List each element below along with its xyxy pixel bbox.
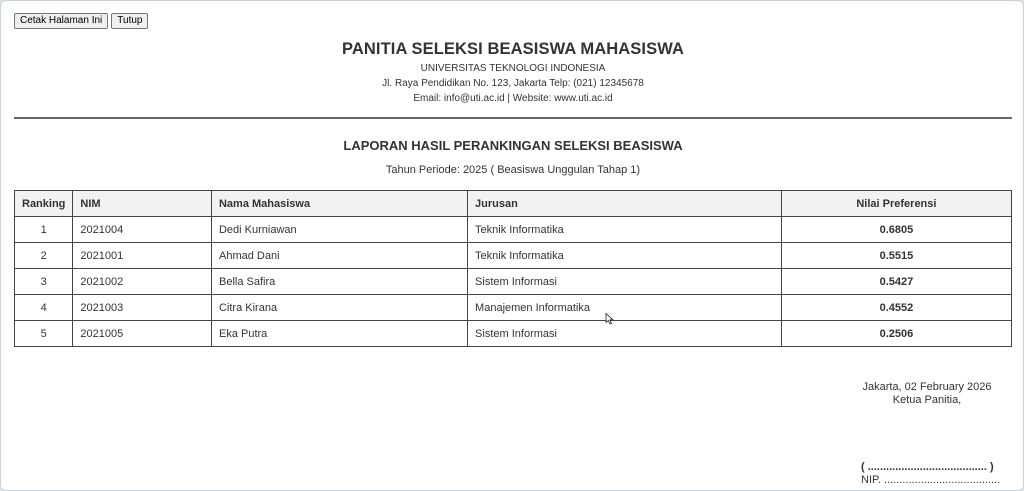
cell-ranking: 1 [15,217,73,243]
cell-score: 0.4552 [781,295,1011,321]
cell-major: Sistem Informasi [468,269,782,295]
cell-name: Citra Kirana [211,295,467,321]
cell-major: Teknik Informatika [468,217,782,243]
cell-score: 0.5427 [781,269,1011,295]
cell-nim: 2021001 [73,243,212,269]
cell-nim: 2021003 [73,295,212,321]
signature-role: Ketua Panitia, [892,394,962,406]
ranking-table [14,190,1012,347]
column-header-name: Nama Mahasiswa [211,191,467,217]
cell-name: Bella Safira [211,269,467,295]
mouse-pointer-icon [605,313,615,325]
address-line: Jl. Raya Pendidikan No. 123, Jakarta Telp: (021) 12345678 [382,78,644,89]
column-header-nim: NIM [73,191,212,217]
header-divider [14,117,1012,119]
cell-name: Eka Putra [211,321,467,347]
cell-nim: 2021005 [73,321,212,347]
contact-line: Email: info@uti.ac.id | Website: www.uti.ac.id [413,93,613,104]
column-header-ranking: Ranking [15,191,73,217]
table-row [15,321,1012,347]
column-header-major: Jurusan [468,191,782,217]
cell-score: 0.2506 [781,321,1011,347]
signature-block [827,381,1024,407]
report-period: Tahun Periode: 2025 ( Beasiswa Unggulan Tahap 1) [385,164,641,176]
cell-major: Teknik Informatika [468,243,782,269]
cell-score: 0.6805 [781,217,1011,243]
cell-ranking: 3 [15,269,73,295]
cell-ranking: 5 [15,321,73,347]
signatory-block [861,461,1000,487]
signature-place-date: Jakarta, 02 February 2026 [862,381,992,393]
table-row [15,243,1012,269]
report-title: LAPORAN HASIL PERANKINGAN SELEKSI BEASISWA [343,138,683,153]
cell-major: Manajemen Informatika [468,295,782,321]
cell-name: Ahmad Dani [211,243,467,269]
column-header-score: Nilai Preferensi [781,191,1011,217]
cell-nim: 2021004 [73,217,212,243]
table-row [15,295,1012,321]
toolbar [14,13,148,29]
university-name: UNIVERSITAS TEKNOLOGI INDONESIA [420,63,606,74]
cell-name: Dedi Kurniawan [211,217,467,243]
table-row [15,269,1012,295]
letterhead [1,40,1024,106]
print-button[interactable]: Cetak Halaman Ini [14,13,108,29]
table-row [15,217,1012,243]
table-header-row [15,191,1012,217]
signatory-nip-line: NIP. ...................................... [861,474,1001,486]
cell-nim: 2021002 [73,269,212,295]
organization-name: PANITIA SELEKSI BEASISWA MAHASISWA [342,40,684,58]
cell-major: Sistem Informasi [468,321,782,347]
cell-ranking: 4 [15,295,73,321]
signatory-name-line: ( ....................................... ) [861,461,994,473]
cell-score: 0.5515 [781,243,1011,269]
close-button[interactable]: Tutup [111,13,148,29]
cell-ranking: 2 [15,243,73,269]
